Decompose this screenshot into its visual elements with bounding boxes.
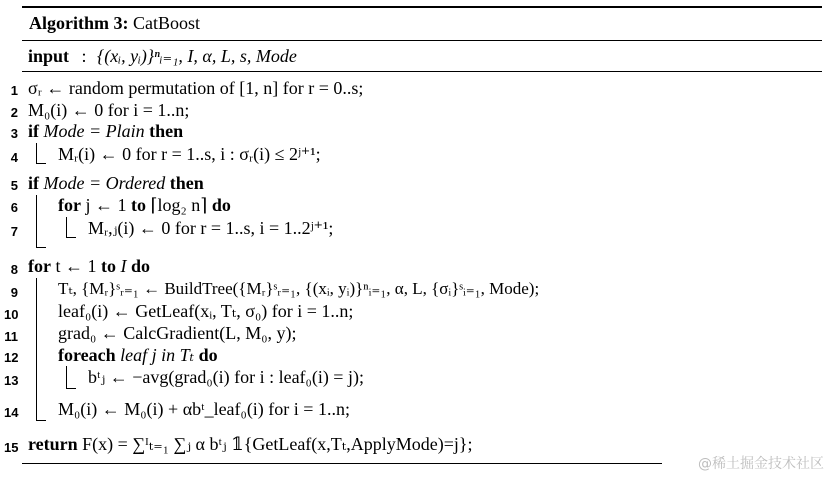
line-text: F(x) = ∑ᴵₜ₌₁ ∑ⱼ α bᵗⱼ 𝟙{GetLeaf(x,Tₜ,ApplyMode)=j}; xyxy=(82,434,473,454)
keyword: do xyxy=(198,345,218,365)
line-number: 7 xyxy=(10,224,18,239)
line-number: 10 xyxy=(4,307,19,322)
algorithm-line xyxy=(88,366,364,388)
algorithm-line xyxy=(28,172,204,194)
line-text: I xyxy=(120,256,127,276)
line-number: 4 xyxy=(10,150,18,165)
input-keyword: input xyxy=(28,46,70,66)
algorithm-line xyxy=(28,77,363,99)
keyword: do xyxy=(211,195,231,215)
algorithm-line xyxy=(88,217,333,239)
input-sep: : xyxy=(81,46,87,66)
block-bracket xyxy=(36,278,46,421)
input-line xyxy=(28,45,297,67)
line-text: bᵗⱼ ← −avg(grad₀(i) for i : leaf₀(i) = j); xyxy=(88,367,364,387)
line-text: Mᵣ,ⱼ(i) ← 0 for r = 1..s, i = 1..2ʲ⁺¹; xyxy=(88,218,334,238)
block-bracket xyxy=(66,366,76,389)
line-text: grad₀ ← CalcGradient(L, M₀, y); xyxy=(58,323,297,343)
keyword: for xyxy=(58,195,81,215)
keyword: if xyxy=(28,173,39,193)
algorithm-line xyxy=(28,99,189,121)
algorithm-label: Algorithm 3: xyxy=(29,13,129,33)
watermark: @稀土掘金技术社区 xyxy=(698,456,824,472)
algorithm-line xyxy=(58,300,353,322)
line-text: t ← 1 xyxy=(55,256,97,276)
line-text: leaf j in Tₜ xyxy=(120,345,195,365)
algorithm-name: CatBoost xyxy=(132,13,200,33)
bottom-rule xyxy=(22,463,662,464)
algorithm-line xyxy=(58,143,321,165)
algorithm-line xyxy=(58,322,296,344)
algorithm-title xyxy=(29,13,200,34)
line-number: 9 xyxy=(10,285,18,300)
keyword: return xyxy=(28,434,78,454)
input-rule xyxy=(22,71,822,72)
line-text: j ← 1 xyxy=(85,195,127,215)
keyword: if xyxy=(28,121,39,141)
block-bracket xyxy=(66,217,76,238)
line-text: Tₜ, {Mᵣ}ˢᵣ₌₁ ← BuildTree({Mᵣ}ˢᵣ₌₁, {(xᵢ, yᵢ)}ⁿᵢ₌₁, α, L, {σᵢ}ˢᵢ₌₁, Mode); xyxy=(58,279,540,298)
block-bracket xyxy=(36,143,46,164)
algorithm-line xyxy=(28,120,183,142)
keyword: for xyxy=(28,256,51,276)
line-text: σᵣ ← random permutation of [1, n] for r = 0..s; xyxy=(28,78,364,98)
top-rule xyxy=(22,6,822,8)
algorithm-line xyxy=(58,398,350,420)
block-bracket xyxy=(36,195,46,248)
algorithm-line xyxy=(28,433,473,455)
line-text: Mode = Plain xyxy=(43,121,145,141)
line-number: 6 xyxy=(10,200,18,215)
line-text: ⌈log₂ n⌉ xyxy=(150,195,208,215)
keyword: foreach xyxy=(58,345,116,365)
line-number: 5 xyxy=(10,178,18,193)
line-number: 13 xyxy=(4,373,19,388)
line-number: 2 xyxy=(10,105,18,120)
algorithm-line xyxy=(58,278,539,300)
line-number: 15 xyxy=(4,440,19,455)
title-rule xyxy=(22,40,822,41)
input-value: {(xᵢ, yᵢ)}ⁿᵢ₌₁, I, α, L, s, Mode xyxy=(97,46,297,66)
line-number: 14 xyxy=(4,405,19,420)
keyword: do xyxy=(131,256,151,276)
line-number: 12 xyxy=(4,350,19,365)
line-text: M₀(i) ← M₀(i) + αbᵗ_leaf₀(i) for i = 1..n; xyxy=(58,399,350,419)
algorithm-line xyxy=(58,344,218,366)
algorithm-line xyxy=(28,255,150,277)
keyword: to xyxy=(101,256,116,276)
algorithm-line xyxy=(58,194,231,216)
line-text: Mᵣ(i) ← 0 for r = 1..s, i : σᵣ(i) ≤ 2ʲ⁺¹; xyxy=(58,144,321,164)
keyword: then xyxy=(149,121,184,141)
keyword: to xyxy=(131,195,146,215)
line-number: 1 xyxy=(10,83,18,98)
line-number: 11 xyxy=(4,329,18,344)
line-text: Mode = Ordered xyxy=(43,173,166,193)
line-text: M₀(i) ← 0 for i = 1..n; xyxy=(28,100,190,120)
line-number: 3 xyxy=(10,126,18,141)
line-number: 8 xyxy=(10,262,18,277)
keyword: then xyxy=(169,173,204,193)
line-text: leaf₀(i) ← GetLeaf(xᵢ, Tₜ, σ₀) for i = 1..n; xyxy=(58,301,354,321)
